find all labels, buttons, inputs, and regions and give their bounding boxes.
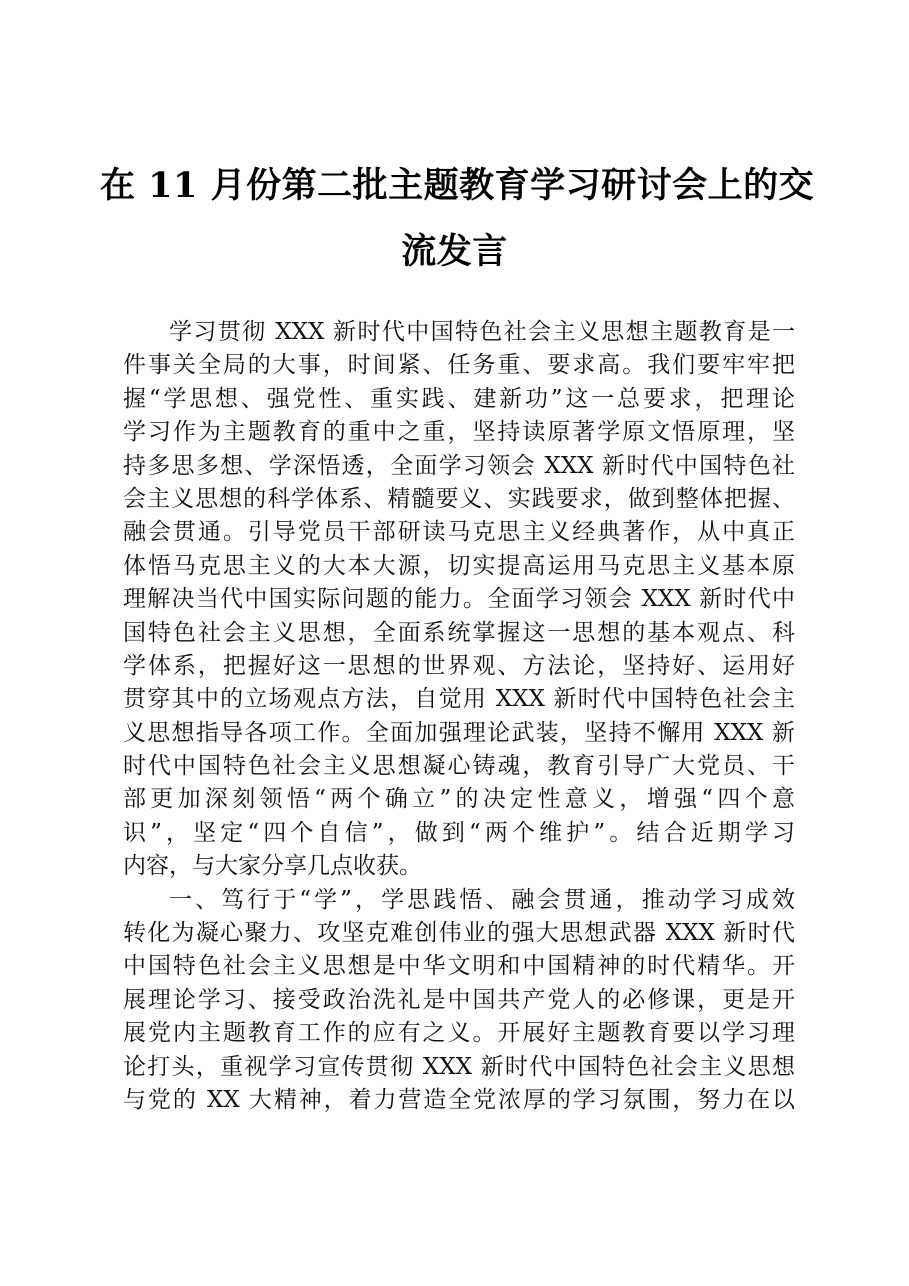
paragraph-2-line: 与党的 XX 大精神，着力营造全党浓厚的学习氛围，努力在以 [123,1086,795,1113]
paragraph-1-line: 学习作为主题教育的重中之重，坚持读原著学原文悟原理，坚 [123,419,795,446]
paragraph-2-line: 展党内主题教育工作的应有之义。开展好主题教育要以学习理 [123,1020,795,1047]
paragraph-1-line: 国特色社会主义思想，全面系统掌握这一思想的基本观点、科 [123,619,795,646]
paragraph-1-line: 握“学思想、强党性、重实践、建新功”这一总要求，把理论 [123,385,795,412]
paragraph-1-line: 学习贯彻 XXX 新时代中国特色社会主义思想主题教育是一 [169,319,795,345]
paragraph-1-line: 部更加深刻领悟“两个确立”的决定性意义，增强“四个意 [123,786,795,813]
paragraph-1-line: 义思想指导各项工作。全面加强理论武装，坚持不懈用 XXX 新 [123,719,795,746]
paragraph-2-line: 展理论学习、接受政治洗礼是中国共产党人的必修课，更是开 [123,986,795,1013]
paragraph-1-line: 融会贯通。引导党员干部研读马克思主义经典著作，从中真正 [123,519,795,546]
document-title-line-2: 流发言 [401,231,508,272]
document-title-line-1: 在 11 月份第二批主题教育学习研讨会上的交 [100,165,815,206]
paragraph-1-line: 会主义思想的科学体系、精髓要义、实践要求，做到整体把握、 [123,485,795,512]
paragraph-2-line: 转化为凝心聚力、攻坚克难创伟业的强大思想武器 XXX 新时代 [123,920,795,947]
paragraph-1-line: 学体系，把握好这一思想的世界观、方法论，坚持好、运用好 [123,652,795,679]
document-body [123,316,795,1117]
paragraph-1-line: 内容，与大家分享几点收获。 [123,853,422,880]
paragraph-1-line: 贯穿其中的立场观点方法，自觉用 XXX 新时代中国特色社会主 [123,686,795,713]
paragraph-1-line: 持多思多想、学深悟透，全面学习领会 XXX 新时代中国特色社 [123,452,795,479]
paragraph-2-line: 一、笃行于“学”，学思践悟、融会贯通，推动学习成效 [169,886,795,913]
paragraph-2-line: 论打头，重视学习宣传贯彻 XXX 新时代中国特色社会主义思想 [123,1053,795,1080]
paragraph-1-line: 识”，坚定“四个自信”，做到“两个维护”。结合近期学习 [123,819,795,846]
paragraph-1-line: 时代中国特色社会主义思想凝心铸魂，教育引导广大党员、干 [123,753,795,780]
paragraph-1-line: 体悟马克思主义的大本大源，切实提高运用马克思主义基本原 [123,552,795,579]
paragraph-1-line: 理解决当代中国实际问题的能力。全面学习领会 XXX 新时代中 [123,586,795,613]
paragraph-1-line: 件事关全局的大事，时间紧、任务重、要求高。我们要牢牢把 [123,352,795,379]
paragraph-2-line: 中国特色社会主义思想是中华文明和中国精神的时代精华。开 [123,953,795,980]
